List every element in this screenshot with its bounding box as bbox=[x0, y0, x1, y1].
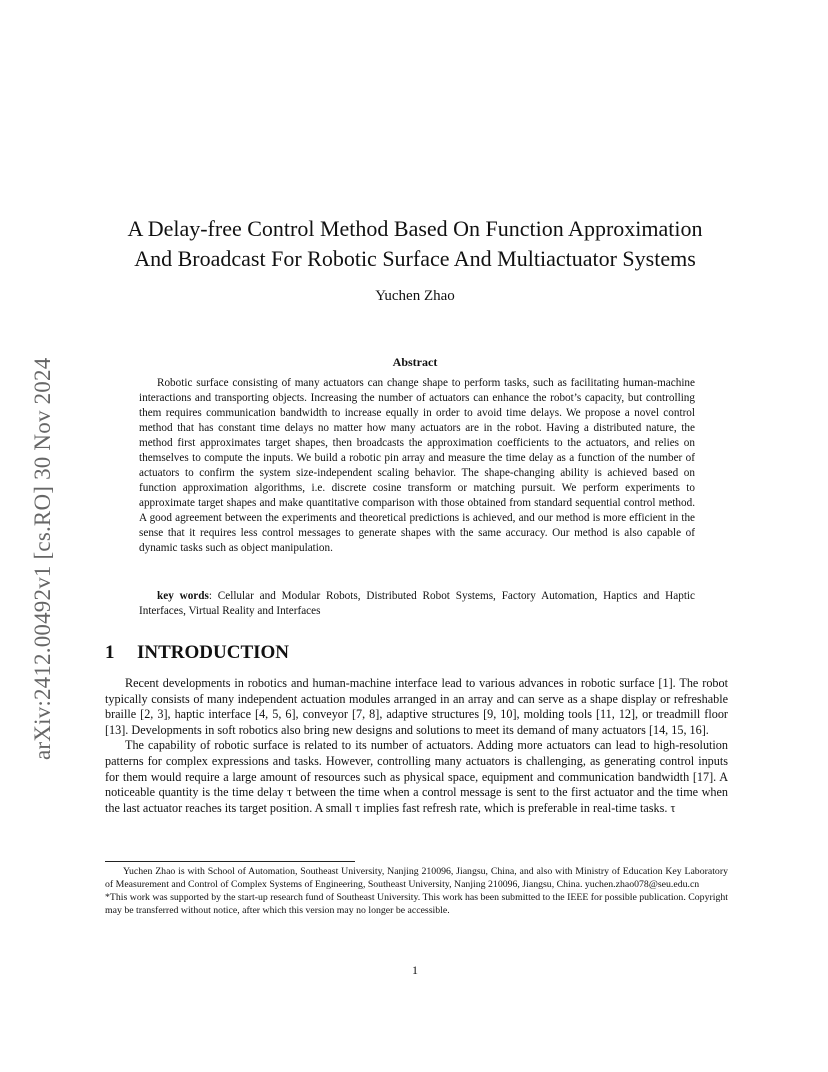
abstract-heading: Abstract bbox=[392, 355, 438, 369]
keywords-label: key words bbox=[157, 590, 209, 602]
section-title: INTRODUCTION bbox=[137, 642, 290, 663]
keywords-text: : Cellular and Modular Robots, Distributed Robot Systems, Factory Automation, Haptics and Haptic Interfaces, Virtual Reality and Interfaces bbox=[139, 590, 696, 617]
page-number: 1 bbox=[412, 963, 418, 977]
keywords bbox=[139, 589, 695, 619]
author-name: Yuchen Zhao bbox=[375, 288, 455, 304]
introduction-body bbox=[105, 676, 728, 816]
arxiv-identifier: arXiv:2412.00492v1 [cs.RO] 30 Nov 2024 bbox=[30, 357, 55, 760]
footnotes bbox=[105, 865, 728, 917]
section-number: 1 bbox=[105, 642, 115, 663]
section-heading bbox=[105, 642, 289, 664]
title-line-2: And Broadcast For Robotic Surface And Multiactuator Systems bbox=[134, 246, 696, 271]
paragraph: The capability of robotic surface is related to its number of actuators. Adding more actuators can lead to high-resolution patterns for complex expressions and tasks. However, controlling many actuators is challenging, as generating control inputs for them would require a large amount of resources such as physical space, equipment and communication bandwidth [17]. A noticeable quantity is the time delay τ between the time when a control message is sent to the first actuator and the time when the last actuator reaches its target position. A small τ implies fast refresh rate, which is preferable in real-time tasks. τ bbox=[105, 738, 728, 815]
footnote-rule bbox=[105, 861, 355, 862]
footnote-affiliation: Yuchen Zhao is with School of Automation, Southeast University, Nanjing 210096, Jiangsu, China, and also with Ministry of Education Key Laboratory of Measurement and Control of Complex Systems of Engineering, Southeast University, Nanjing 210096, Jiangsu, China. yuchen.zhao078@seu.edu.cn bbox=[105, 866, 728, 890]
title-line-1: A Delay-free Control Method Based On Function Approximation bbox=[127, 216, 703, 241]
paragraph: Recent developments in robotics and human-machine interface lead to various advances in robotic surface [1]. The robot typically consists of many independent actuation modules arranged in an array and can serve as a shape display or refreshable braille [2, 3], haptic interface [4, 5, 6], conveyor [7, 8], adaptive structures [9, 10], molding tools [11, 12], or treadmill floor [13]. Developments in soft robotics also bring new designs and solutions to meet its demand of many actuators [14, 15, 16]. bbox=[105, 676, 728, 737]
paper-title bbox=[80, 214, 750, 274]
footnote-funding: *This work was supported by the start-up research fund of Southeast University. This work has been submitted to the IEEE for possible publication. Copyright may be transferred without notice, after which this version may no longer be accessible. bbox=[105, 892, 728, 916]
abstract-text: Robotic surface consisting of many actuators can change shape to perform tasks, such as facilitating human-machine interactions and transporting objects. Increasing the number of actuators can enhance the robot’s capacity, but controlling them requires communication bandwidth to increase equally in order to avoid time delays. We propose a novel control method that has constant time delays no matter how many actuators are in the robot. Having a distributed nature, the method first approximates target shapes, then broadcasts the approximation coefficients to the actuators, and relies on themselves to compute the inputs. We build a robotic pin array and measure the time delay as a function of the number of actuators to confirm the system size-independent scaling behavior. The shape-changing ability is achieved based on function approximation algorithms, i.e. discrete cosine transform or matching pursuit. We perform experiments to approximate target shapes and make quantitative comparison with those obtained from standard sequential control method. A good agreement between the experiments and theoretical predictions is achieved, and our method is more efficient in the sense that it requires less control messages to generate shapes with the same accuracy. Our method is also capable of dynamic tasks such as object manipulation. bbox=[139, 377, 695, 554]
